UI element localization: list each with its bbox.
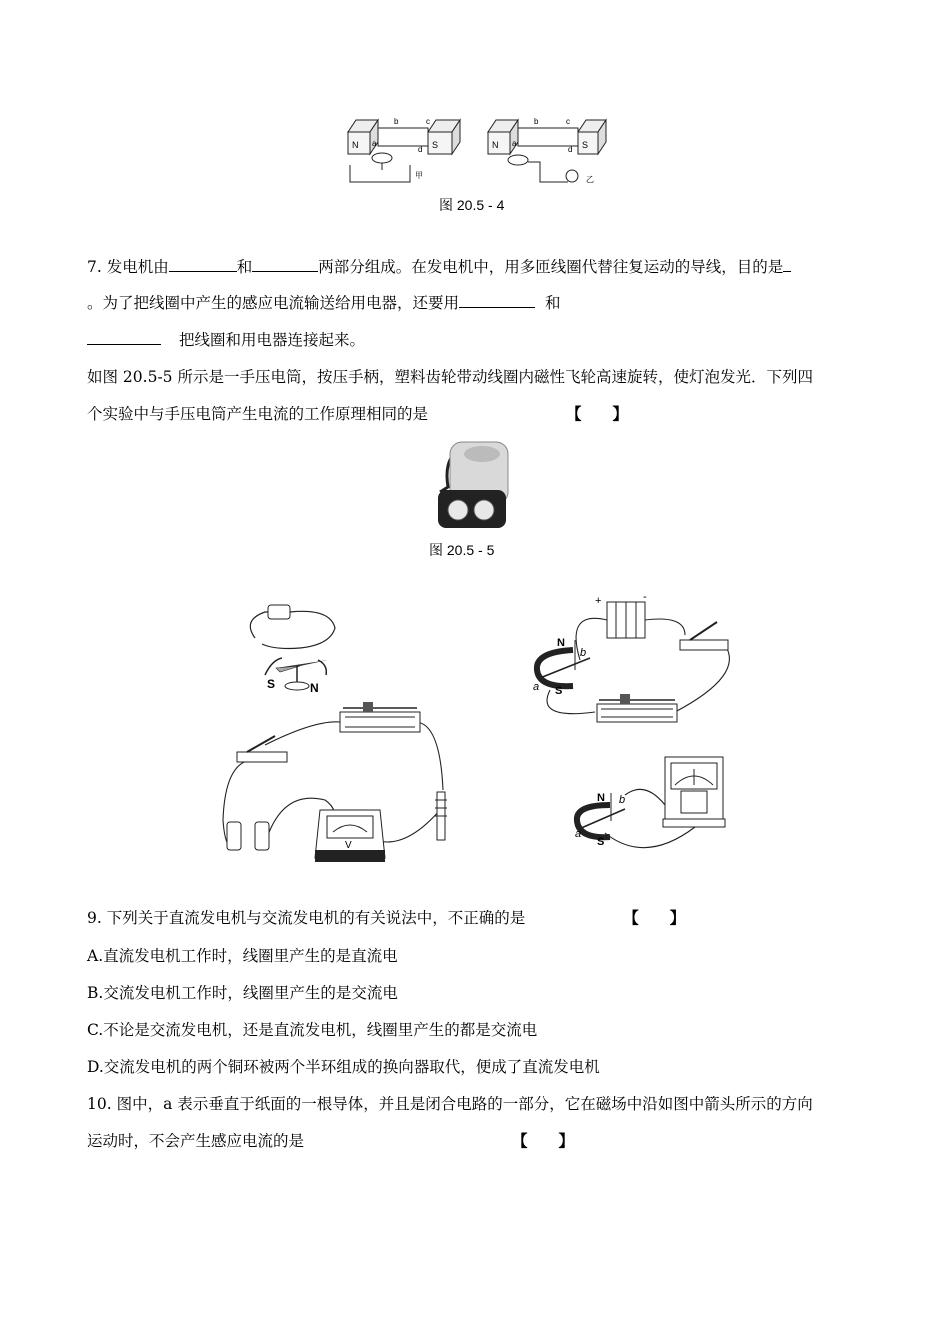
magnet-bottom-a: a — [575, 828, 582, 840]
q9-option-a[interactable]: A.直流发电机工作时，线圈里产生的是直流电 — [87, 947, 398, 965]
switch-left — [237, 736, 287, 762]
q9-option-c[interactable]: C.不论是交流发电机，还是直流发电机，线圈里产生的都是交流电 — [87, 1021, 538, 1039]
fig4-label-left: 甲 — [415, 171, 423, 180]
fig4-apparatus-left — [348, 120, 460, 182]
horseshoe-magnet-top — [533, 637, 590, 697]
battery-minus-label: - — [643, 591, 647, 603]
fig4-b-right: b — [534, 117, 539, 126]
q10-line2-text: 运动时，不会产生感应电流的是 — [87, 1132, 305, 1150]
q9-option-b[interactable]: B.交流发电机工作时，线圈里产生的是交流电 — [87, 984, 398, 1002]
q8-answer-bracket[interactable]: 【 】 — [566, 404, 629, 423]
q7-line2-end: 和 — [545, 294, 561, 312]
q7-and: 和 — [236, 258, 253, 276]
horseshoe-magnet-bottom — [575, 792, 625, 848]
magnet-top-b: b — [580, 647, 587, 659]
magnet-top-S: S — [555, 685, 563, 697]
q9-stem-text: 9. 下列关于直流发电机与交流发电机的有关说法中，不正确的是 — [87, 909, 526, 927]
q7-blank-4[interactable] — [459, 293, 535, 308]
figure-20-5-4 — [340, 110, 615, 190]
fig4-d-left: d — [418, 145, 423, 154]
q7-blank-1[interactable] — [169, 257, 237, 272]
fig4-a-right: a — [512, 139, 517, 148]
fig4-a-left: a — [372, 139, 377, 148]
fig4-b-left: b — [394, 117, 399, 126]
fig4-c-left: c — [426, 117, 430, 126]
q7-line1 — [87, 255, 791, 277]
magnet-bottom-S: S — [597, 836, 605, 848]
q7-line3-end: 把线圈和用电器连接起来。 — [179, 331, 366, 349]
experiment-battery-magnet — [525, 590, 745, 740]
galvanometer — [663, 757, 725, 827]
voltmeter — [315, 810, 385, 862]
figure-20-5-5-flashlight — [426, 432, 518, 532]
figure-20-5-5-caption: 图 20.5 - 5 — [429, 542, 495, 558]
compass-N-label: N — [310, 681, 319, 695]
fig4-N-left: N — [352, 140, 359, 150]
q9-option-d[interactable]: D.交流发电机的两个铜环被两个半环组成的换向器取代，便成了直流发电机 — [87, 1058, 600, 1076]
magnet-bottom-b: b — [619, 794, 626, 806]
q10-line1: 10. 图中，a 表示垂直于纸面的一根导体，并且是闭合电路的一部分，它在磁场中沿如图中箭头所示的方向 — [87, 1095, 813, 1113]
rheostat-right — [597, 694, 677, 722]
battery-plus-label: + — [595, 595, 602, 607]
experiment-voltmeter-circuit — [215, 700, 455, 875]
q7-blank-3[interactable] — [783, 257, 791, 272]
q7-blank-5[interactable] — [87, 330, 161, 345]
q9-answer-bracket[interactable]: 【 】 — [623, 908, 686, 927]
coil-nail — [435, 792, 447, 840]
q10-answer-bracket[interactable]: 【 】 — [512, 1131, 575, 1150]
rheostat — [340, 702, 420, 732]
q9-stem — [87, 906, 685, 928]
q7-blank-2[interactable] — [252, 257, 318, 272]
q8-line2-text: 个实验中与手压电筒产生电流的工作原理相同的是 — [87, 405, 429, 423]
switch-right — [680, 622, 728, 650]
fig4-N-right: N — [492, 140, 499, 150]
fig4-apparatus-right — [488, 120, 606, 182]
q7-line3 — [87, 328, 365, 350]
fig4-S-left: S — [432, 140, 439, 150]
q7-line1-mid: 两部分组成。在发电机中，用多匝线圈代替往复运动的导线，目的是 — [318, 258, 784, 276]
q7-line2-start: 。为了把线圈中产生的感应电流输送给用电器，还要用 — [87, 294, 460, 312]
fig4-S-right: S — [582, 140, 589, 150]
cells — [227, 822, 269, 850]
q8-line2 — [87, 402, 628, 424]
fig4-c-right: c — [566, 117, 570, 126]
compass-S-label: S — [267, 677, 276, 691]
magnet-top-a: a — [533, 681, 540, 693]
voltmeter-V-label: V — [345, 840, 352, 851]
q7-line1-start: 7. 发电机由 — [87, 258, 169, 276]
q8-line1: 如图 20.5-5 所示是一手压电筒，按压手柄，塑料齿轮带动线圈内磁性飞轮高速旋转，使灯泡发光．下列四 — [87, 368, 813, 386]
fig4-label-right: 乙 — [586, 175, 594, 184]
q10-line2 — [87, 1129, 574, 1151]
magnet-top-N: N — [557, 637, 565, 649]
battery-box — [595, 591, 647, 638]
experiment-galvanometer — [565, 755, 740, 860]
fig4-d-right: d — [568, 145, 573, 154]
figure-20-5-4-caption: 图 20.5 - 4 — [439, 197, 505, 213]
magnet-bottom-N: N — [597, 792, 605, 804]
experiment-compass — [240, 600, 360, 695]
q7-line2 — [87, 291, 561, 313]
